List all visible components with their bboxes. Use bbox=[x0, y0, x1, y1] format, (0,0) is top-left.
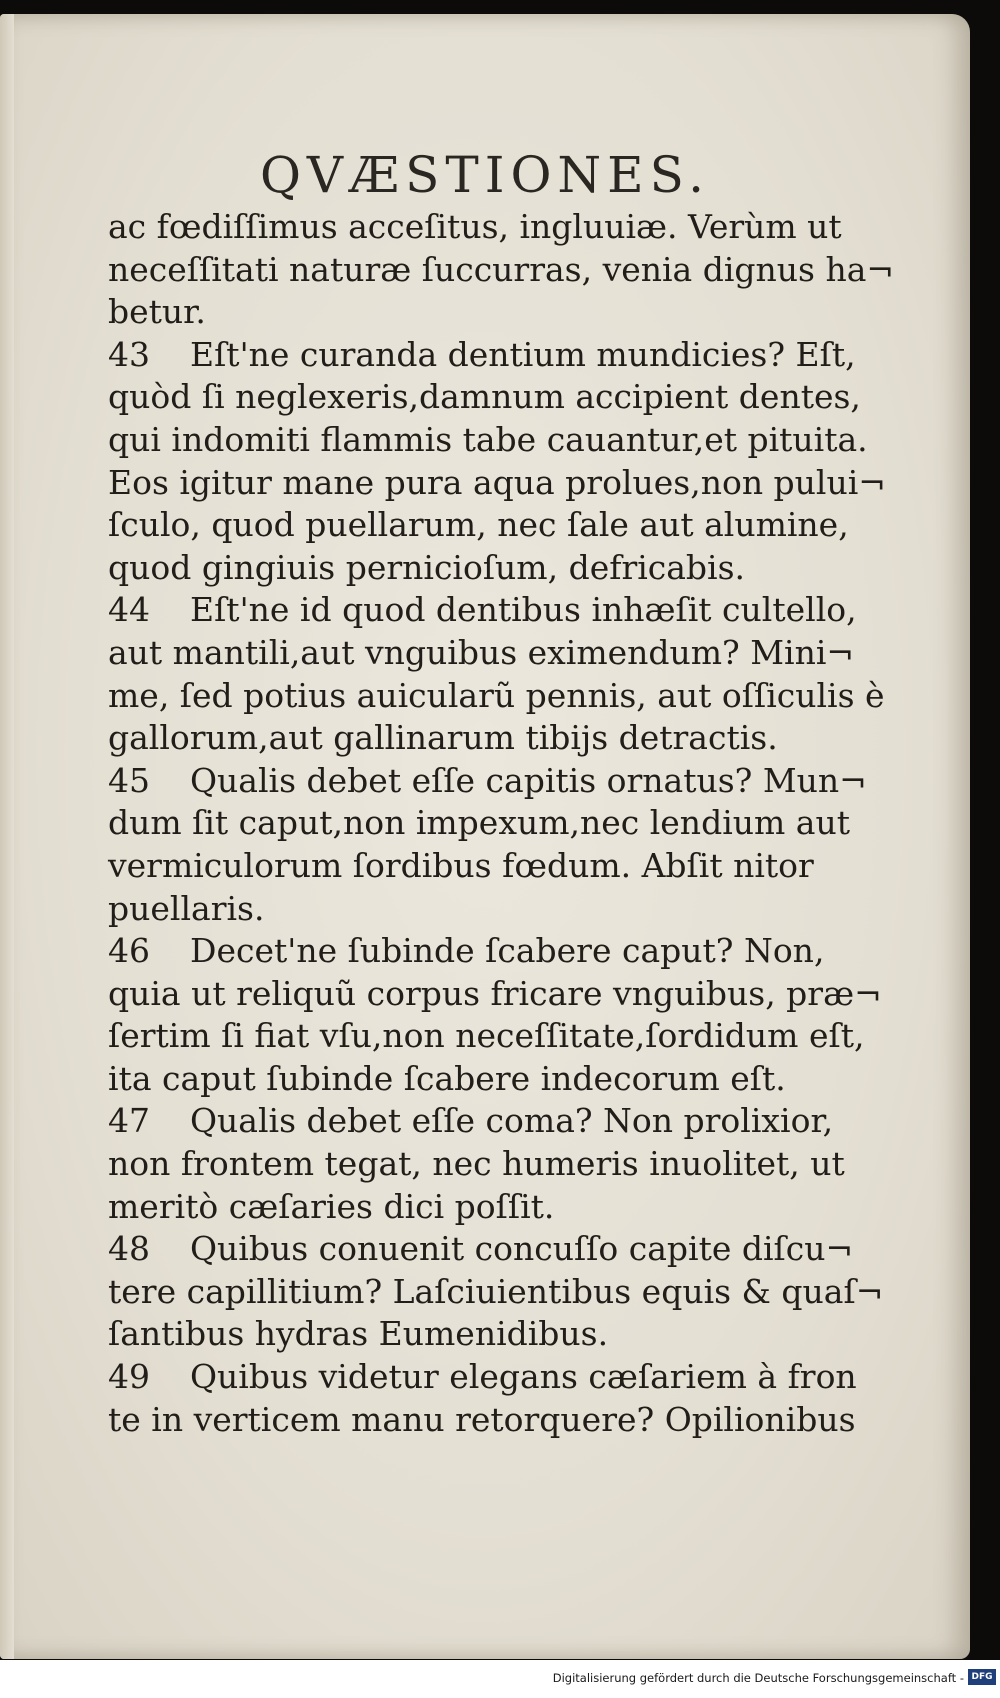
question-text: Quibus videtur elegans cæſariem à fron bbox=[190, 1357, 857, 1397]
question-text: Qualis debet eſſe coma? Non prolixior, bbox=[190, 1101, 834, 1141]
text-line: qui indomiti flammis tabe cauantur,et pituita. bbox=[108, 419, 868, 459]
question-text: Eſt'ne curanda dentium mundicies? Eſt, bbox=[190, 334, 856, 374]
question-line bbox=[108, 334, 878, 377]
question-text: Decet'ne ſubinde ſcabere caput? Non, bbox=[190, 931, 825, 971]
question-text: Qualis debet eſſe capitis ornatus? Mun¬ bbox=[190, 760, 867, 800]
question-number: 49 bbox=[108, 1357, 150, 1397]
text-line: ita caput ſubinde ſcabere indecorum eſt. bbox=[108, 1058, 786, 1098]
text-line: tere capillitium? Laſciuientibus equis & quaſ¬ bbox=[108, 1271, 884, 1311]
text-line: meritò cæſaries dici poſſit. bbox=[108, 1186, 555, 1226]
question-line bbox=[108, 1356, 878, 1399]
text-line: non frontem tegat, nec humeris inuolitet, ut bbox=[108, 1144, 845, 1184]
question-text: Eſt'ne id quod dentibus inhæſit cultello, bbox=[190, 590, 857, 630]
text-line: quia ut reliquũ corpus fricare vnguibus, præ¬ bbox=[108, 973, 882, 1013]
question-line bbox=[108, 760, 878, 803]
text-line: gallorum,aut gallinarum tibijs detractis. bbox=[108, 718, 778, 758]
question-number: 43 bbox=[108, 334, 150, 374]
text-line: ſculo, quod puellarum, nec ſale aut alumine, bbox=[108, 505, 849, 545]
question-text: Quibus conuenit concuſſo capite diſcu¬ bbox=[190, 1229, 854, 1269]
question-line bbox=[108, 589, 878, 632]
text-line: aut mantili,aut vnguibus eximendum? Mini¬ bbox=[108, 632, 855, 672]
text-line: neceſſitati naturæ ſuccurras, venia dignus ha¬ bbox=[108, 249, 895, 289]
text-line: puellaris. bbox=[108, 888, 265, 928]
dfg-logo: DFG bbox=[968, 1669, 996, 1685]
question-number: 47 bbox=[108, 1101, 150, 1141]
text-line: ſantibus hydras Eumenidibus. bbox=[108, 1314, 609, 1354]
text-line: ac fœdiſſimus acceſitus, ingluuiæ. Verùm ut bbox=[108, 207, 842, 246]
question-number: 44 bbox=[108, 590, 150, 630]
question-line bbox=[108, 930, 878, 973]
running-head: QVÆSTIONES. bbox=[259, 146, 711, 204]
question-number: 48 bbox=[108, 1229, 150, 1269]
book-page bbox=[0, 14, 970, 1659]
text-line: betur. bbox=[108, 292, 206, 332]
text-line: Eos igitur mane pura aqua prolues,non pului¬ bbox=[108, 462, 886, 502]
digitization-credit: Digitalisierung gefördert durch die Deutsche Forschungsgemeinschaft - bbox=[552, 1671, 964, 1685]
footer-bar bbox=[0, 1660, 1000, 1698]
text-line: ſertim ſi fiat vſu,non neceſſitate,ſordidum eſt, bbox=[108, 1016, 865, 1056]
question-line bbox=[108, 1100, 878, 1143]
page-edge bbox=[0, 14, 14, 1659]
text-line: me, ſed potius auicularũ pennis, aut oſſiculis è bbox=[108, 675, 885, 715]
text-line: quòd ſi neglexeris,damnum accipient dentes, bbox=[108, 377, 861, 417]
text-block bbox=[108, 206, 895, 1441]
text-line: quod gingiuis pernicioſum, defricabis. bbox=[108, 547, 746, 587]
question-number: 46 bbox=[108, 931, 150, 971]
question-line bbox=[108, 1228, 878, 1271]
text-line: dum ſit caput,non impexum,nec lendium aut bbox=[108, 803, 850, 843]
text-line: te in verticem manu retorquere? Opilionibus bbox=[108, 1399, 856, 1439]
question-number: 45 bbox=[108, 760, 150, 800]
text-line: vermiculorum ſordibus fœdum. Abſit nitor bbox=[108, 845, 814, 885]
